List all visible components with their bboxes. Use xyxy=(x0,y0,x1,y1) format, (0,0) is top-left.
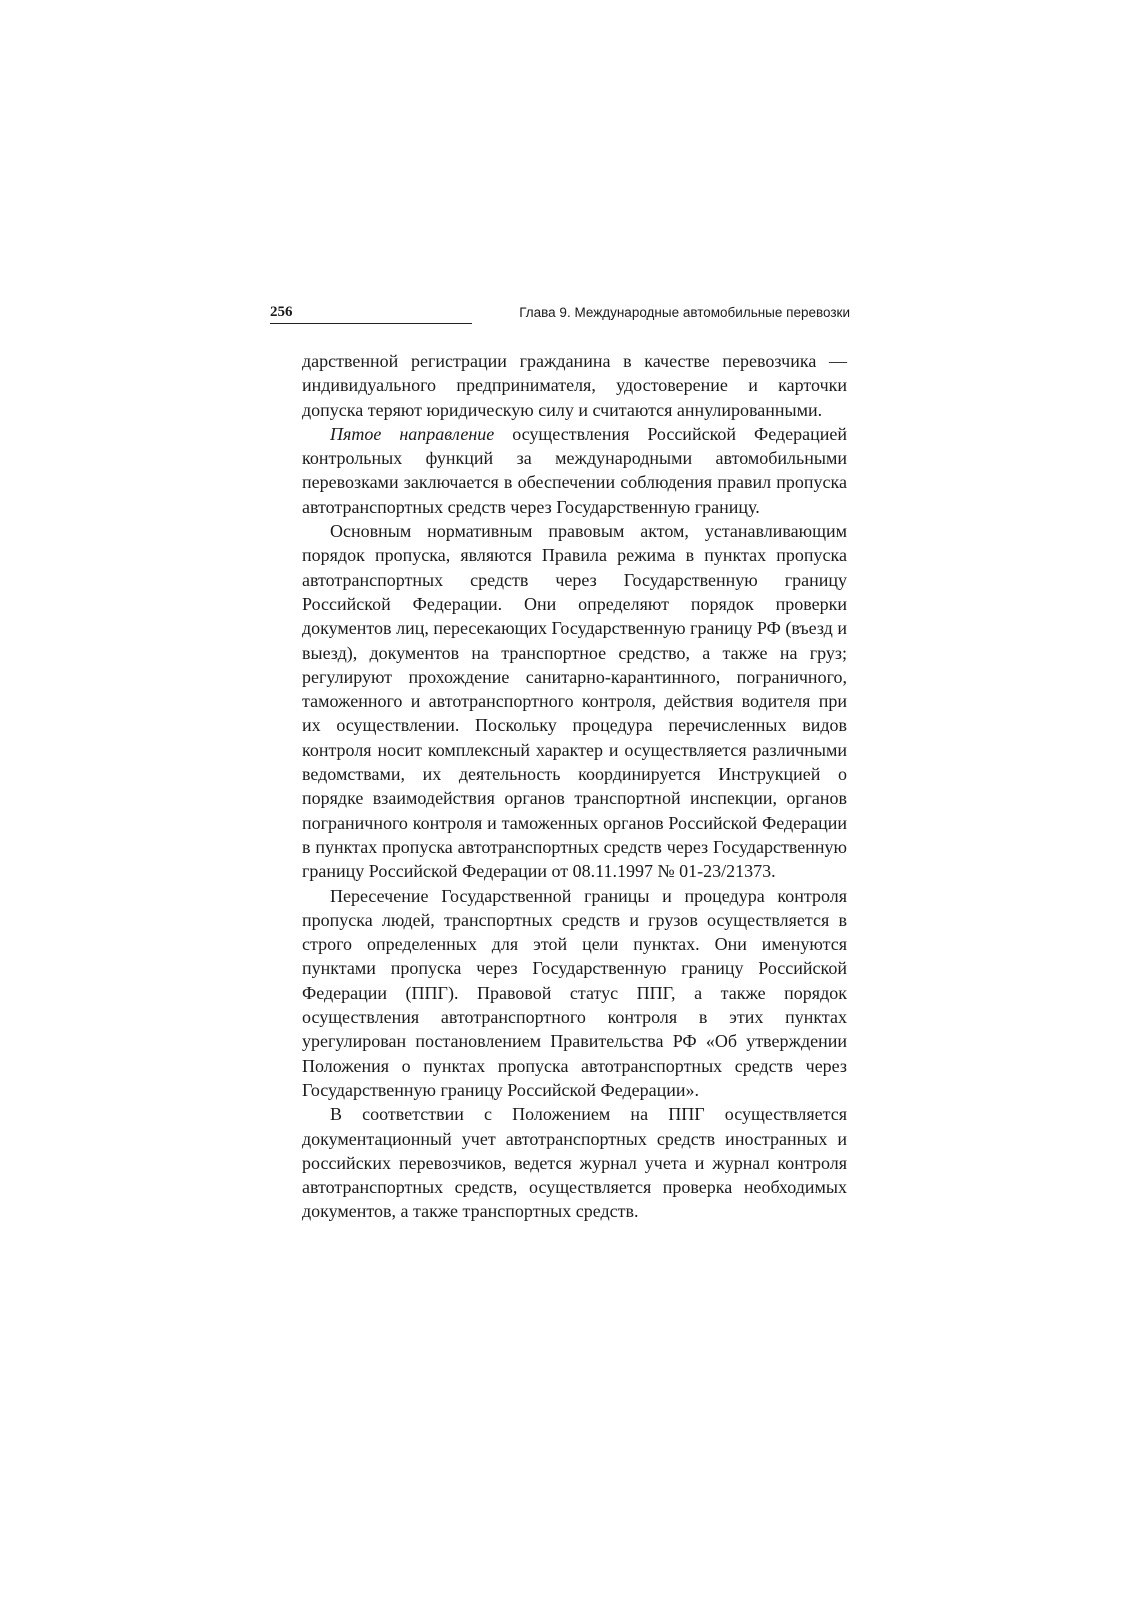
paragraph-documentation xyxy=(302,1102,847,1223)
running-head xyxy=(270,303,850,327)
paragraph-text: осуществления Российской Федерацией контрольных функций за международными автомобильными перевозками заключается в обеспечении соблюдения правил пропуска автотранспортных средств через Государственную границу. xyxy=(302,423,847,517)
chapter-title: Глава 9. Международные автомобильные перевозки xyxy=(519,305,850,320)
page-number: 256 xyxy=(270,304,293,320)
paragraph-text: В соответствии с Положением на ППГ осуществляется документационный учет автотранспортных средств иностранных и российских перевозчиков, ведется журнал учета и журнал контроля автотранспортных средств, осуществляется проверка необходимых документов, а также транспортных средств. xyxy=(302,1104,847,1222)
paragraph-regulations xyxy=(302,519,847,883)
paragraph-continuation xyxy=(302,349,847,422)
body-text xyxy=(302,349,847,1224)
paragraph-text: Пересечение Государственной границы и процедура контроля пропуска людей, транспортных средств и грузов осуществляется в строго определенных для этой цели пунктах. Они именуются пунктами пропуска через Государственную границу Российской Федерации (ППГ). Правовой статус ППГ, а также порядок осуществления автотранспортного контроля в этих пунктах урегулирован постановлением Правительства РФ «Об утверждении Положения о пунктах пропуска автотранспортных средств через Государственную границу Российской Федерации». xyxy=(302,885,847,1100)
paragraph-lead-italic: Пятое направление xyxy=(330,423,495,444)
paragraph-fifth-direction xyxy=(302,422,847,519)
header-rule xyxy=(270,323,472,324)
book-page xyxy=(270,0,850,1600)
paragraph-border-crossing xyxy=(302,884,847,1103)
paragraph-text: дарственной регистрации гражданина в качестве перевозчика — индивидуального предпринимателя, удостоверение и карточки допуска теряют юридическую силу и считаются аннулированными. xyxy=(302,351,847,420)
paragraph-text: Основным нормативным правовым актом, устанавливающим порядок пропуска, являются Правила режима в пунктах пропуска автотранспортных средств через Государственную границу Российской Федерации. Они определяют порядок проверки документов лиц, пересекающих Государственную границу РФ (въезд и выезд), документов на транспортное средство, а также на груз; регулируют прохождение санитарно-карантинного, пограничного, таможенного и автотранспортного контроля, действия водителя при их осуществлении. Поскольку процедура перечисленных видов контроля носит комплексный характер и осуществляется различными ведомствами, их деятельность координируется Инструкцией о порядке взаимодействия органов транспортной инспекции, органов пограничного контроля и таможенных органов Российской Федерации в пунктах пропуска автотранспортных средств через Государственную границу Российской Федерации от 08.11.1997 № 01-23/21373. xyxy=(302,521,847,882)
